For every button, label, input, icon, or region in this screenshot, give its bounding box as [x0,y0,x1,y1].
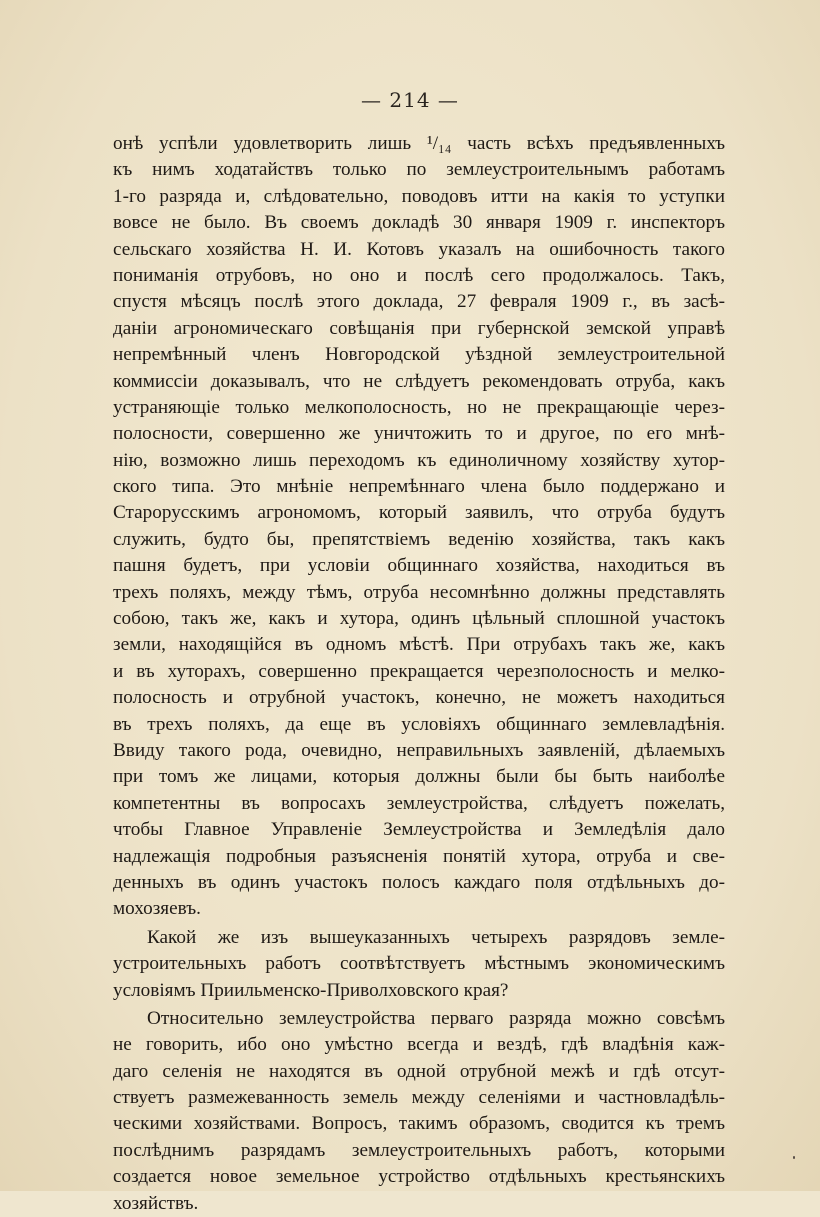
text-line: вовсе не было. Въ своемъ докладѣ 30 января 1909 г. инспекторъ [113,212,725,234]
text-line: устраняющіе только мелкополосность, но не прекращающіе через- [113,396,725,418]
text-line: сельскаго хозяйства Н. И. Котовъ указалъ на ошибочность такого [113,238,725,260]
paragraph-1 [113,131,725,923]
text-line: непремѣнный членъ Новгородской уѣздной землеустроительной [113,344,725,366]
text-line: надлежащія подробныя разъясненія понятій хутора, отруба и све- [113,845,725,867]
text-line: ствуетъ размежеванность земель между селеніями и частновладѣль- [113,1087,725,1109]
text-line: устроительныхъ работъ соотвѣтствуетъ мѣстнымъ экономическимъ [113,953,725,975]
text-line: создается новое земельное устройство отдѣльныхъ крестьянскихъ [113,1166,725,1188]
text-line: хозяйствъ. [113,1192,199,1214]
body-text [113,131,725,1217]
text-line: условіямъ Приильменско-Приволховского края? [113,979,509,1001]
text-line: коммиссіи доказывалъ, что не слѣдуетъ рекомендовать отруба, какъ [113,370,725,392]
text-line: при томъ же лицами, которыя должны были бы быть наиболѣе [113,766,725,788]
print-speck [793,1156,795,1159]
text-line: даніи агрономическаго совѣщанія при губернской земской управѣ [113,317,725,339]
text-line: ского типа. Это мнѣніе непремѣннаго члена было поддержано и [113,476,725,498]
text-line: денныхъ въ одинъ участокъ полосъ каждаго поля отдѣльныхъ до- [113,871,725,893]
text-line: послѣднимъ разрядамъ землеустроительныхъ работъ, которыми [113,1139,725,1161]
text-line: собою, такъ же, какъ и хутора, одинъ цѣльный сплошной участокъ [113,608,725,630]
text-line: служить, будто бы, препятствіемъ веденію хозяйства, такъ какъ [113,528,725,550]
text-line: ческими хозяйствами. Вопросъ, такимъ образомъ, сводится къ тремъ [113,1113,725,1135]
paragraph-3 [113,1006,725,1217]
text-line: Какой же изъ вышеуказанныхъ четырехъ разрядовъ земле- [147,926,725,948]
text-line: 1-го разряда и, слѣдовательно, поводовъ итти на какія то уступки [113,185,725,207]
text-line: не говорить, ибо оно умѣстно всегда и вездѣ, гдѣ владѣнія каж- [113,1034,725,1056]
page-number: — 214 — [361,88,459,112]
text-line: земли, находящійся въ одномъ мѣстѣ. При отрубахъ такъ же, какъ [113,634,725,656]
text-line: къ нимъ ходатайствъ только по землеустроительнымъ работамъ [113,159,725,181]
text-line: пашня будетъ, при условіи общиннаго хозяйства, находиться въ [113,555,725,577]
text-line: пониманія отрубовъ, но оно и послѣ сего продолжалось. Такъ, [113,264,725,286]
text-line: Старорусскимъ агрономомъ, который заявилъ, что отруба будутъ [113,502,725,524]
text-line: компетентны въ вопросахъ землеустройства, слѣдуетъ пожелать, [113,792,725,814]
text-line: чтобы Главное Управленіе Землеустройства и Земледѣлія дало [113,819,725,841]
text-line: даго селенія не находятся въ одной отрубной межѣ и гдѣ отсут- [113,1060,725,1082]
text-line: нію, возможно лишь переходомъ къ единоличному хозяйству хутор- [113,449,725,471]
text-line: полосность и отрубной участокъ, конечно, не можетъ находиться [113,687,725,709]
text-line: мохозяевъ. [113,898,201,920]
text-line: Относительно землеустройства перваго разряда можно совсѣмъ [147,1007,725,1029]
text-line: и въ хуторахъ, совершенно прекращается черезполосность и мелко- [113,660,725,682]
text-line: онѣ успѣли удовлетворить лишь ¹/₁₄ часть всѣхъ предъявленныхъ [113,133,725,154]
text-line: спустя мѣсяцъ послѣ этого доклада, 27 февраля 1909 г., въ засѣ- [113,291,725,313]
text-line: въ трехъ поляхъ, да еще въ условіяхъ общиннаго землевладѣнія. [113,713,725,735]
paragraph-2 [113,925,725,1004]
text-line: трехъ поляхъ, между тѣмъ, отруба несомнѣнно должны представлять [113,581,725,603]
text-line: Ввиду такого рода, очевидно, неправильныхъ заявленій, дѣлаемыхъ [113,739,725,761]
text-line: полосности, совершенно же уничтожить то и другое, по его мнѣ- [113,423,725,445]
